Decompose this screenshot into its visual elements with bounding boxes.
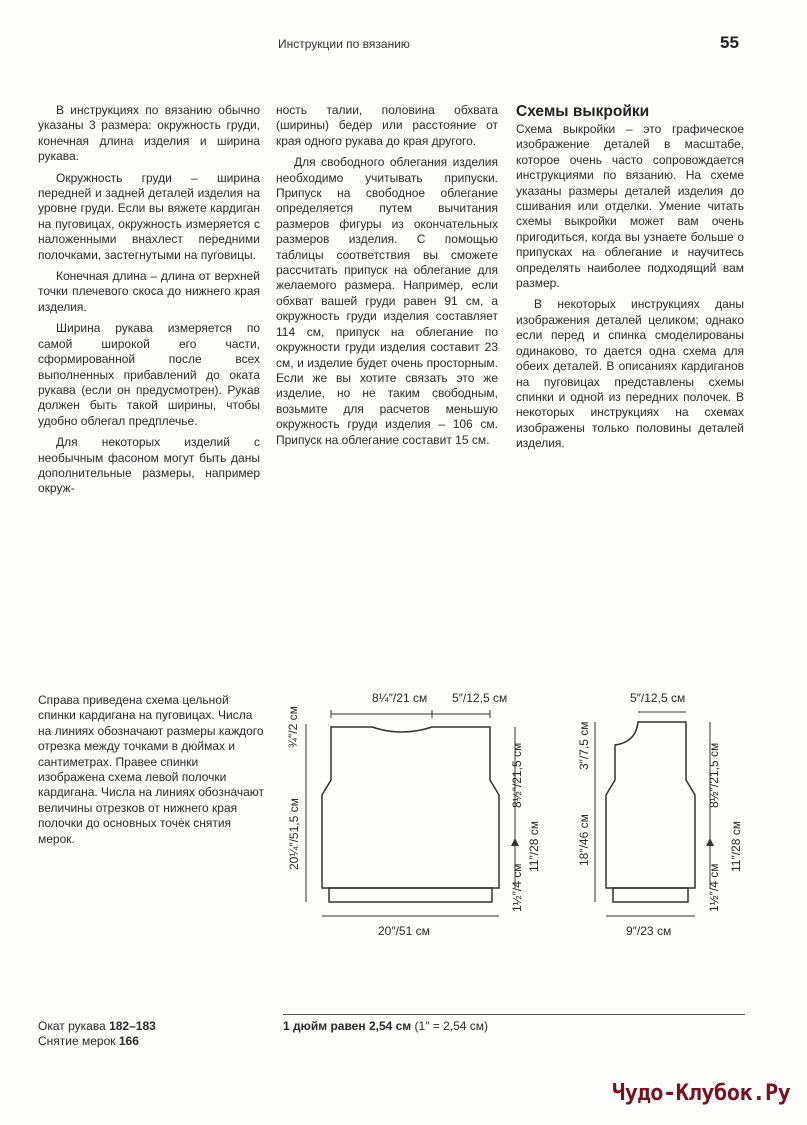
footer-rule [283, 1014, 745, 1015]
front-total-length-label: 18″/46 см [577, 814, 591, 866]
front-ribbing-label: 1½″/4 см [707, 863, 721, 912]
back-side-length-label: 11″/28 см [527, 821, 541, 872]
arrow-up-icon [511, 838, 519, 846]
paragraph: В инструкциях по вязанию обычно указаны 3 размера: окружность груди, конечная длина изделия и ширина рукава. [38, 103, 260, 164]
back-shoulder-slope-label: ¾″/2 см [286, 706, 300, 748]
section-heading: Схемы выкройки [516, 103, 650, 120]
arrow-up-icon [706, 838, 714, 846]
paragraph: Ширина рукава измеряется по самой широкой его части, сформированной после всех выполненных прибавлений до оката рукава (если он предусмотрен). Рукав должен быть такой ширины, чтобы удобно облегал предплечье. [38, 321, 260, 428]
back-ribbing-label: 1½″/4 см [510, 863, 524, 912]
paragraph: ность талии, половина обхвата (ширины) бедер или расстояние от края одного рукава до края другого. [276, 103, 498, 148]
back-neck-width-label: 8¼″/21 см [372, 691, 428, 705]
front-side-length-label: 11″/28 см [729, 821, 743, 872]
cross-references [38, 1019, 156, 1049]
paragraph: Схема выкройки – это графическое изображение деталей в масштабе, которое очень часто сопровождается инструкциями по вязанию. На схеме указаны размеры деталей изделия до сшивания или отделки. Умение читать схемы выкройки может вам очень пригодиться, когда вы узнаете больше о припусках на облегание и научитесь определять наиболее подходящий вам размер. [516, 122, 744, 291]
back-total-length-label: 20¼″/51,5 см [287, 798, 301, 870]
paragraph: Окружность груди – ширина передней и задней деталей изделия на уровне груди. Если вы вяжете кардиган на пуговицах, окружность измеряется с наложенными внахлест передними полочками, застегнутыми на пуговицы. [38, 170, 260, 262]
unit-conversion-note: 1 дюйм равен 2,54 см (1″ = 2,54 см) [283, 1019, 489, 1033]
xref-sleeve-cap[interactable]: Окат рукава 182–183 [38, 1019, 156, 1033]
back-ribbing [329, 888, 492, 902]
paragraph: Для некоторых изделий с необычным фасоном могут быть даны дополнительные размеры, например окруж- [38, 435, 260, 496]
paragraph: В некоторых инструкциях даны изображения деталей целиком; однако если перед и спинка смоделированы одинаково, то дается одна схема для обеих деталей. В описаниях кардиганов на пуговицах представлены схемы спинки и одной из передних полочек. В некоторых инструкциях на схемах изображены только половины деталей изделия. [516, 297, 744, 451]
front-armhole-depth-label: 8½″/21,5 см [707, 742, 721, 808]
front-ribbing [613, 888, 688, 902]
paragraph: Для свободного облегания изделия необходимо учитывать припуски. Припуск на свободное облегание определяется путем вычитания размеров фигуры из окончательных размеров изделия. С помощью таблицы соответствия вы сможете рассчитать припуск на облегание для желаемого размера. Например, если обхват вашей груди равен 91 см, а окружность груди изделия составляет 114 см, припуск на облегание по окружности груди изделия составит 23 см, и изделие будет очень просторным. Если же вы хотите связать это же изделие, но не таким свободным, возьмите для расчетов меньшую окружность груди изделия – 106 см. Припуск на облегание составит 15 см. [276, 155, 498, 447]
running-header: Инструкции по вязанию [278, 37, 410, 51]
page-number: 55 [720, 33, 739, 52]
front-piece-outline [606, 722, 695, 888]
xref-measurements[interactable]: Снятие мерок 166 [38, 1034, 139, 1048]
back-piece-outline [322, 727, 499, 888]
front-neck-depth-label: 3″/7,5 см [577, 721, 591, 770]
site-watermark: Чудо-Клубок.Ру [612, 1081, 791, 1106]
front-bottom-width-label: 9″/23 см [626, 924, 672, 938]
back-shoulder-width-label: 5″/12,5 см [452, 691, 508, 705]
front-shoulder-width-label: 5″/12,5 см [630, 691, 686, 705]
back-armhole-depth-label: 8½″/21,5 см [510, 742, 524, 808]
paragraph: Конечная длина – длина от верхней точки плечевого скоса до нижнего края изделия. [38, 269, 260, 314]
back-bottom-width-label: 20″/51 см [378, 924, 430, 938]
diagram-caption: Справа приведена схема цельной спинки кардигана на пуговицах. Числа на линиях обозначают размеры каждого отрезка между точками в дюймах и сантиметрах. Правее спинки изображена схема левой полочки кардигана. Числа на линиях обозначают величины отрезков от нижнего края полочки до основных точек снятия мерок. [38, 693, 265, 846]
